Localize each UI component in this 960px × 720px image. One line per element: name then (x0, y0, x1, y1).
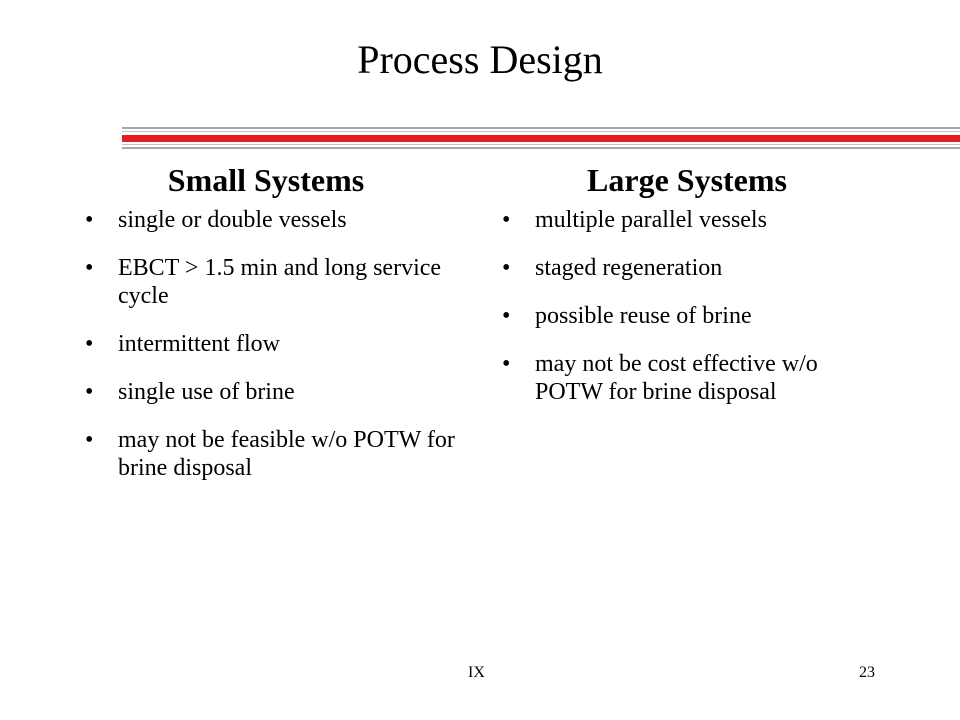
list-item-text: may not be cost effective w/o POTW for brine disposal (535, 351, 818, 405)
bullet-icon: • (85, 255, 94, 281)
divider-line (122, 127, 960, 129)
large-systems-column (497, 160, 877, 426)
large-systems-list (497, 206, 877, 406)
bullet-icon: • (85, 427, 94, 453)
divider-line (122, 147, 960, 149)
list-item (80, 206, 460, 234)
list-item (80, 426, 460, 482)
list-item (80, 330, 460, 358)
slide-title: Process Design (357, 37, 603, 82)
bullet-icon: • (85, 207, 94, 233)
divider-red-band (122, 135, 960, 142)
list-item (80, 378, 460, 406)
list-item-text: single or double vessels (118, 207, 347, 233)
bullet-icon: • (502, 207, 511, 233)
list-item-text: single use of brine (118, 379, 295, 405)
list-item (497, 350, 877, 406)
list-item (497, 302, 877, 330)
list-item-text: may not be feasible w/o POTW for brine disposal (118, 427, 455, 481)
list-item-text: EBCT > 1.5 min and long service cycle (118, 255, 442, 309)
large-systems-heading: Large Systems (587, 162, 787, 198)
list-item-text: staged regeneration (535, 255, 723, 281)
small-systems-heading: Small Systems (167, 162, 365, 198)
bullet-icon: • (502, 303, 511, 329)
divider-line (122, 144, 960, 145)
title-divider (122, 127, 960, 151)
list-item (497, 254, 877, 282)
list-item-text: multiple parallel vessels (535, 207, 767, 233)
small-systems-column (80, 160, 460, 502)
list-item-text: intermittent flow (118, 331, 280, 357)
bullet-icon: • (85, 379, 94, 405)
page-number: 23 (859, 664, 875, 681)
small-systems-list (80, 206, 460, 482)
list-item-text: possible reuse of brine (535, 303, 752, 329)
list-item (80, 254, 460, 310)
bullet-icon: • (502, 351, 511, 377)
bullet-icon: • (502, 255, 511, 281)
footer-section-label: IX (468, 664, 485, 681)
bullet-icon: • (85, 331, 94, 357)
divider-line (122, 131, 960, 132)
list-item (497, 206, 877, 234)
